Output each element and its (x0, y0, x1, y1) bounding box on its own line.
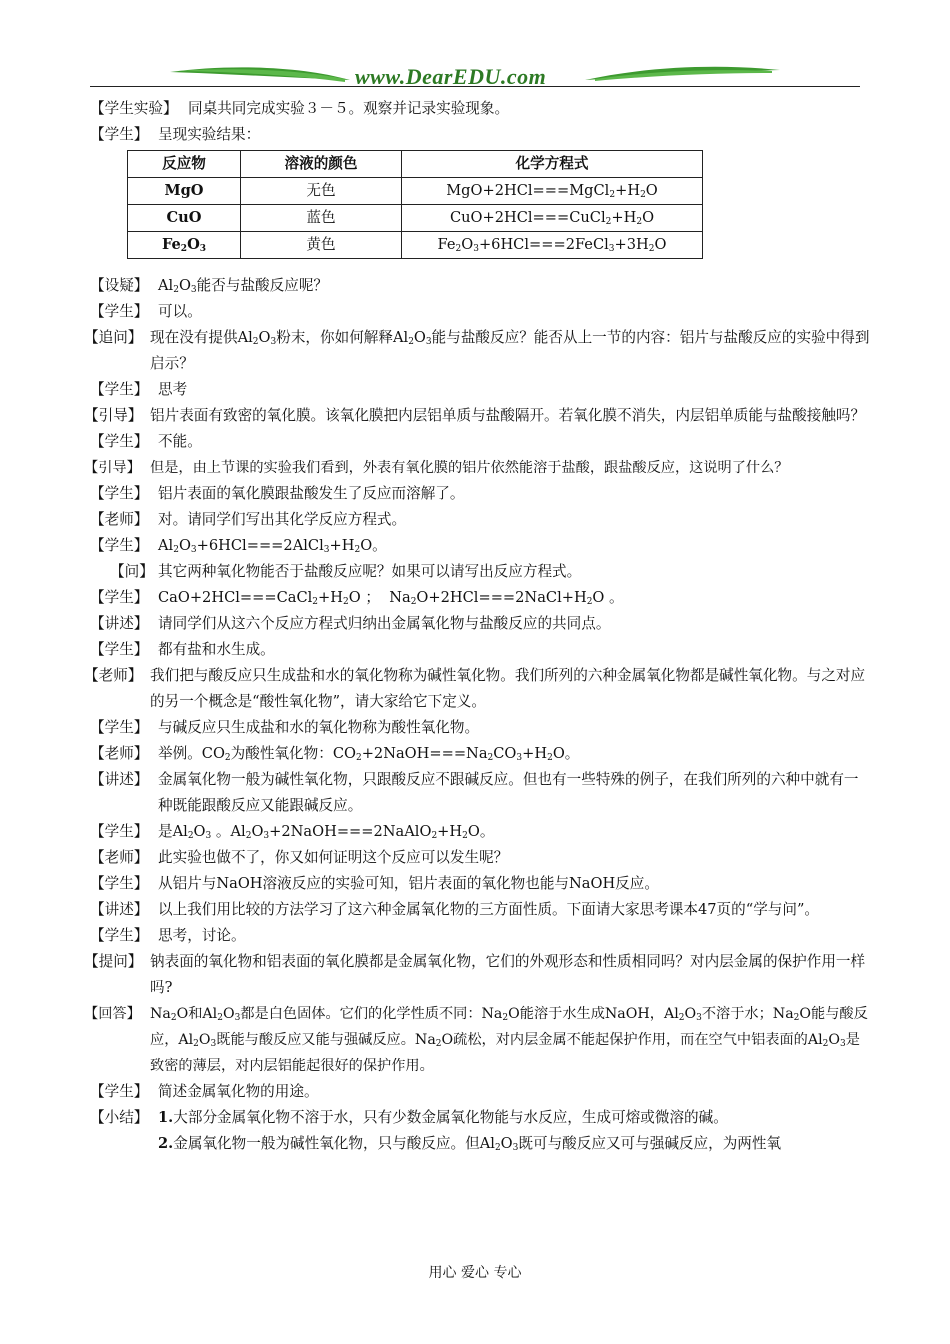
dialogue-line: 【追问】 现在没有提供$Al_2O_3$粉末，你如何解释$Al_2O_3$能与盐酸反应？能否从上一节的内容：铝片与盐酸反应的实验中得到启示？ (90, 325, 870, 377)
table-row (128, 178, 703, 205)
reactant-cell: $Fe_2O_3$ (128, 232, 241, 259)
line-text: 同桌共同完成实验３－５。观察并记录实验现象。 (188, 100, 510, 117)
line-tag: 【引导】 (84, 407, 143, 424)
line-tag: 【讲述】 (90, 771, 149, 788)
line-tag: 【学生】 (90, 537, 149, 554)
line-text: 与碱反应只生成盐和水的氧化物称为酸性氧化物。 (158, 719, 480, 736)
line-text: 呈现实验结果： (158, 126, 261, 143)
dialogue-line: 【小结】 1.大部分金属氧化物不溶于水，只有少数金属氧化物能与水反应，生成可熔或微溶的碱。 (90, 1105, 870, 1131)
dialogue-line (90, 871, 870, 897)
line-tag: 【老师】 (90, 849, 149, 866)
line-text: 钠表面的氧化物和铝表面的氧化膜都是金属氧化物，它们的外观形态和性质相同吗？对内层金属的保护作用一样吗? (150, 953, 866, 996)
line-text: 不能。 (158, 433, 202, 450)
line-tag: 【讲述】 (90, 901, 149, 918)
dialogue-line: 【回答】 $Na_2O$和$Al_2O_3$都是白色固体。它们的化学性质不同：$Na_2O$能溶于水生成NaOH，$Al_2O_3$不溶于水；$Na_2O$能与酸反应，$Al_2O_3$既能与酸反应又能与强碱反应。$Na_2O$疏松，对内层金属不能起保护作用，而在空气中铝表面的$Al_2O_3$是致密的薄层，对内层铝能起很好的保护作用。 (90, 1001, 870, 1079)
line-tag: 【学生】 (90, 303, 149, 320)
dialogue-line (90, 299, 870, 325)
site-logo: www.DearEDU.com (355, 64, 547, 89)
table-row (128, 232, 703, 259)
line-tag: 【老师】 (90, 511, 149, 528)
dialogue-line (90, 845, 870, 871)
color-cell: 蓝色 (241, 205, 402, 232)
table-header-row (128, 151, 703, 178)
line-text: 都有盐和水生成。 (158, 641, 275, 658)
color-cell: 黄色 (241, 232, 402, 259)
dialogue-line: 【学生】 $Al_2O_3+6HCl===2AlCl_3+H_2O$。 (90, 533, 870, 559)
equation-cell: $MgO+2HCl===MgCl_2+H_2O$ (402, 178, 703, 205)
table-header-cell: 化学方程式 (402, 151, 703, 178)
page-footer: 用心 爱心 专心 (428, 1265, 522, 1281)
line-tag: 【学生】 (90, 1083, 149, 1100)
table-row (128, 205, 703, 232)
dialogue-line: 【老师】 举例。$CO_2$为酸性氧化物：$CO_2+2NaOH===Na_2CO_3+H_2O$。 (90, 741, 870, 767)
line-tag: 【讲述】 (90, 615, 149, 632)
dialogue-line (90, 611, 870, 637)
line-text: 我们把与酸反应只生成盐和水的氧化物称为碱性氧化物。我们所列的六种金属氧化物都是碱性氧化物。与之对应的另一个概念是“酸性氧化物”，请大家给它下定义。 (150, 667, 866, 710)
results-table (127, 150, 703, 259)
reactant-cell: MgO (128, 178, 241, 205)
dialogue-line (90, 429, 870, 455)
table-header-cell: 溶液的颜色 (241, 151, 402, 178)
line-text: 思考，讨论。 (158, 927, 246, 944)
line-text: 其它两种氧化物能否于盐酸反应呢？如果可以请写出反应方程式。 (158, 563, 582, 580)
dialogue-line (84, 663, 870, 715)
equation-cell: $Fe_2O_3+6HCl===2FeCl_3+3H_2O$ (402, 232, 703, 259)
dialogue-line: 【学生】 是$Al_2O_3$ 。$Al_2O_3+2NaOH===2NaAlO_2+H_2O$。 (90, 819, 870, 845)
dialogue-line (84, 949, 870, 1001)
header-rule (90, 86, 860, 87)
line-tag: 【学生】 (90, 641, 149, 658)
line-student-experiment (90, 96, 870, 122)
dialogue-line (90, 481, 870, 507)
line-text: 金属氧化物一般为碱性氧化物，只跟酸反应不跟碱反应。但也有一些特殊的例子，在我们所列的六种中就有一种既能跟酸反应又能跟碱反应。 (158, 771, 859, 814)
line-text: 此实验也做不了，你又如何证明这个反应可以发生呢？ (158, 849, 509, 866)
dialogue-line (90, 637, 870, 663)
line-text: 简述金属氧化物的用途。 (158, 1083, 319, 1100)
line-tag: 【学生】 (90, 126, 149, 143)
line-tag: 【追问】 (84, 329, 143, 346)
line-tag: 【学生】 (90, 875, 149, 892)
line-text: 铝片表面有致密的氧化膜。该氧化膜把内层铝单质与盐酸隔开。若氧化膜不消失，内层铝单质能与盐酸接触吗？ (150, 407, 866, 424)
dialogue-line: 2.金属氧化物一般为碱性氧化物，只与酸反应。但$Al_2O_3$既可与酸反应又可与强碱反应，为两性氧 (158, 1135, 782, 1153)
reactant-cell: CuO (128, 205, 241, 232)
line-tag: 【学生实验】 (90, 100, 178, 117)
dialogue-line (90, 559, 870, 585)
line-text: 可以。 (158, 303, 202, 320)
dialogue-line (90, 377, 870, 403)
line-text: 以上我们用比较的方法学习了这六种金属氧化物的三方面性质。下面请大家思考课本47页的“学与问”。 (158, 901, 820, 918)
line-text: 对。请同学们写出其化学反应方程式。 (158, 511, 407, 528)
dialogue-line: 【学生】 $CaO+2HCl===CaCl_2+H_2O$ ； $Na_2O+2HCl===2NaCl+H_2O$ 。 (90, 585, 870, 611)
line-text: 请同学们从这六个反应方程式归纳出金属氧化物与盐酸反应的共同点。 (158, 615, 611, 632)
document-body (84, 96, 870, 1157)
color-cell: 无色 (241, 178, 402, 205)
line-tag: 【学生】 (90, 433, 149, 450)
line-text: 思考 (158, 381, 188, 398)
line-text: 铝片表面的氧化膜跟盐酸发生了反应而溶解了。 (158, 485, 465, 502)
dialogue-line (90, 923, 870, 949)
line-tag: 【引导】 (84, 460, 141, 476)
line-tag: 【设疑】 (90, 277, 149, 294)
dialogue-line (90, 715, 870, 741)
line-tag: 【学生】 (90, 589, 149, 606)
dialogue-line (84, 455, 870, 481)
dialogue-line: 【设疑】 $Al_2O_3$能否与盐酸反应呢？ (90, 273, 870, 299)
line-tag: 【回答】 (84, 1006, 141, 1022)
dialogue-line (90, 897, 870, 923)
line-tag: 【提问】 (84, 953, 143, 970)
line-tag: 【学生】 (90, 485, 149, 502)
line-text: 从铝片与NaOH溶液反应的实验可知，铝片表面的氧化物也能与NaOH反应。 (158, 875, 659, 892)
line-text: 但是，由上节课的实验我们看到，外表有氧化膜的铝片依然能溶于盐酸，跟盐酸反应，这说明了什么？ (150, 460, 789, 476)
line-student-results (90, 122, 870, 148)
line-tag: 【问】 (110, 563, 154, 580)
equation-cell: $CuO+2HCl===CuCl_2+H_2O$ (402, 205, 703, 232)
dialogue-line (90, 507, 870, 533)
line-tag: 【学生】 (90, 381, 149, 398)
line-tag: 【老师】 (84, 667, 143, 684)
line-tag: 【学生】 (90, 823, 149, 840)
dialogue-line (90, 1079, 870, 1105)
page-header (0, 0, 950, 95)
line-tag: 【小结】 (90, 1109, 149, 1126)
table-header-cell: 反应物 (128, 151, 241, 178)
line-tag: 【学生】 (90, 927, 149, 944)
dialogue-line (84, 403, 870, 429)
dialogue-line (90, 767, 870, 819)
line-tag: 【学生】 (90, 719, 149, 736)
line-tag: 【老师】 (90, 745, 149, 762)
